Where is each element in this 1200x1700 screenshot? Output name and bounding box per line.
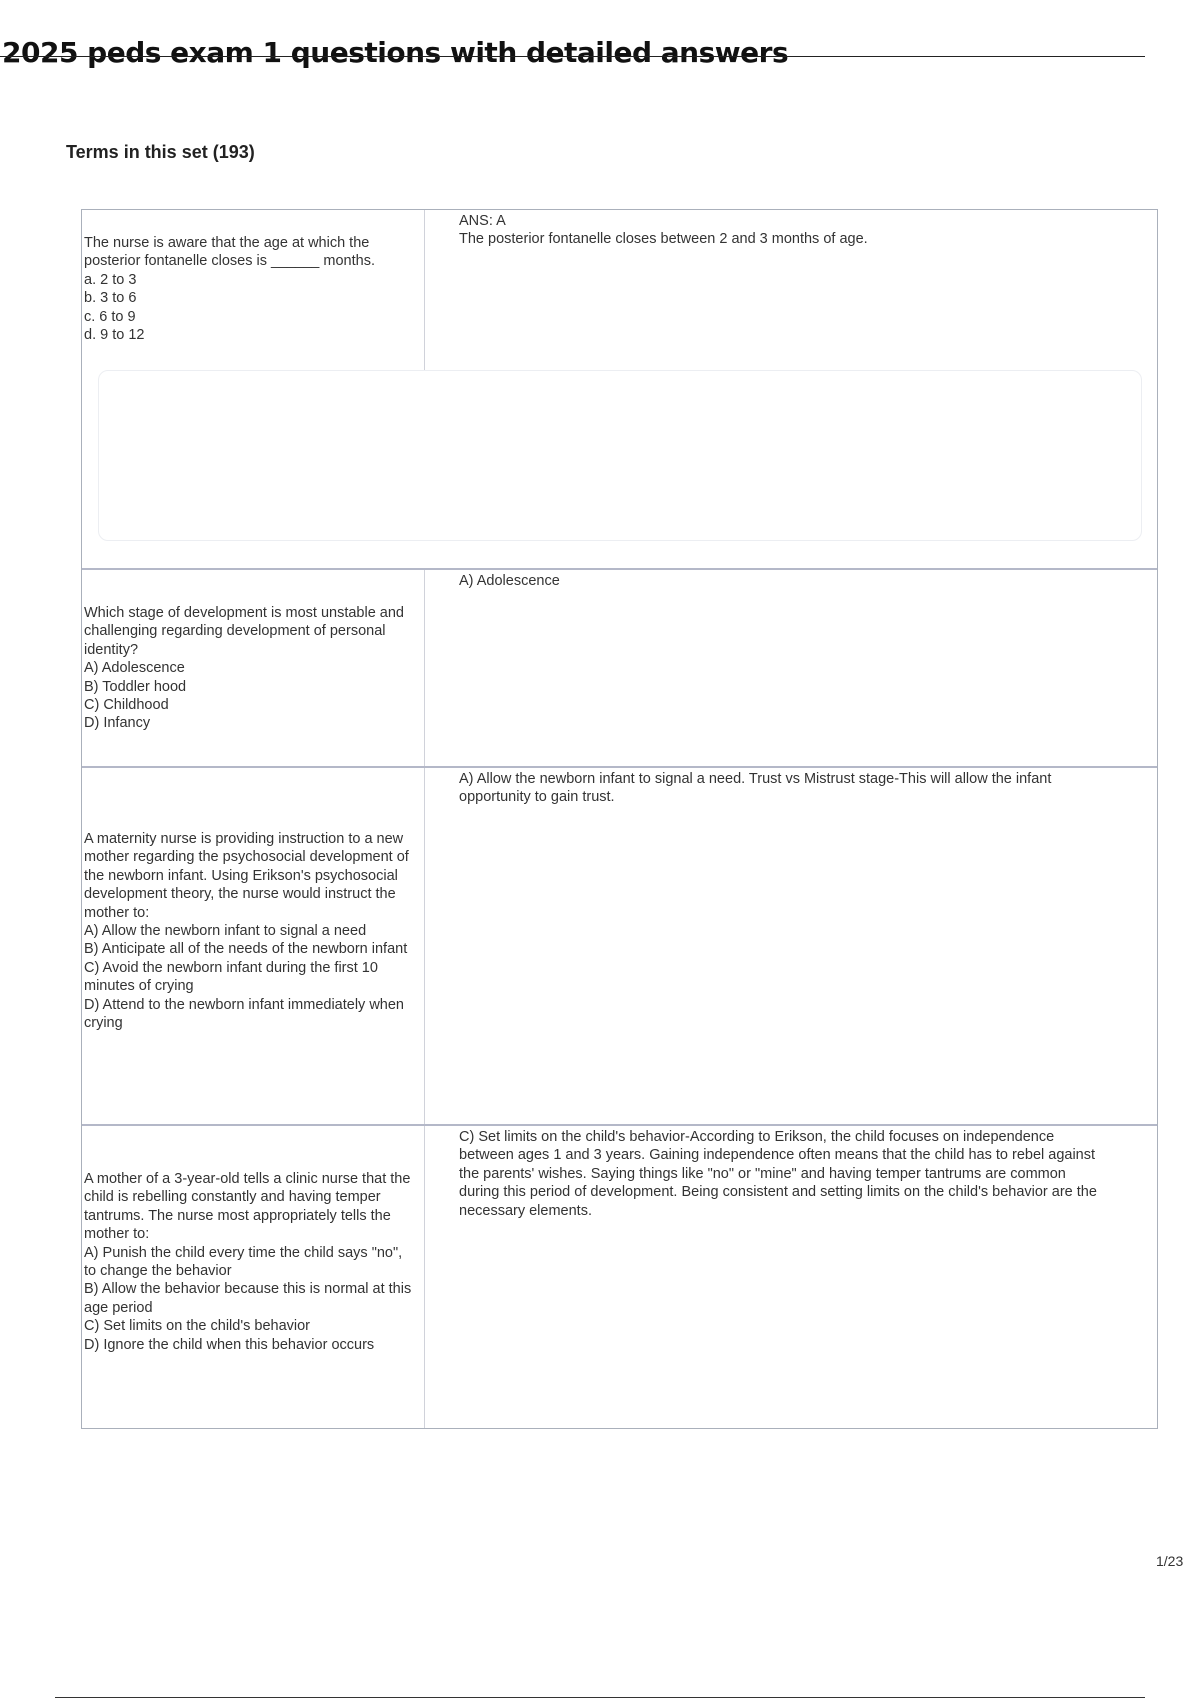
term-answer: A) Allow the newborn infant to signal a need. Trust vs Mistrust stage-This will allow the infant opportunity to gain trust. bbox=[424, 768, 1157, 1124]
term-question: A mother of a 3-year-old tells a clinic nurse that the child is rebelling constantly and having temper tantrums. The nurse most appropriately tells the mother to: A) Punish the child every time the child says "no", to change the behavior B) Allow the behavior because this is normal at this age period C) Set limits on the child's behavior D) Ignore the child when this behavior occurs bbox=[84, 1171, 412, 1353]
page-number: 1/23 bbox=[1156, 1553, 1184, 1569]
term-answer: A) Adolescence bbox=[424, 570, 1157, 766]
empty-ad-placeholder bbox=[98, 370, 1142, 541]
terms-table bbox=[81, 209, 1158, 1429]
term-row bbox=[82, 568, 1157, 766]
term-row bbox=[82, 1124, 1157, 1428]
footer-rule bbox=[55, 1697, 1145, 1698]
terms-count-heading: Terms in this set (193) bbox=[66, 142, 255, 162]
term-answer: ANS: A The posterior fontanelle closes between 2 and 3 months of age. bbox=[424, 210, 1157, 370]
title-underline bbox=[0, 56, 1145, 57]
term-row bbox=[82, 766, 1157, 1124]
term-question: A maternity nurse is providing instruction to a new mother regarding the psychosocial development of the newborn infant. Using Erikson's psychosocial development theory, the nurse would instruct the mother to: A) Allow the newborn infant to signal a need B) Anticipate all of the needs of the newborn infant C) Avoid the newborn infant during the first 10 minutes of crying D) Attend to the newborn infant immediately when crying bbox=[84, 831, 409, 1032]
term-answer: C) Set limits on the child's behavior-According to Erikson, the child focuses on independence between ages 1 and 3 years. Gaining independence often means that the child has to rebel against the parents' wishes. Saying things like "no" or "mine" and having temper tantrums are common during this period of development. Being consistent and setting limits on the child's behavior are the necessary elements. bbox=[424, 1126, 1157, 1428]
term-row bbox=[82, 210, 1157, 568]
term-question: The nurse is aware that the age at which the posterior fontanelle closes is ______ months. a. 2 to 3 b. 3 to 6 c. 6 to 9 d. 9 to 12 bbox=[84, 235, 375, 344]
term-question: Which stage of development is most unstable and challenging regarding development of personal identity? A) Adolescence B) Toddler hood C) Childhood D) Infancy bbox=[84, 605, 404, 732]
document-title: 2025 peds exam 1 questions with detailed answers bbox=[2, 36, 789, 69]
